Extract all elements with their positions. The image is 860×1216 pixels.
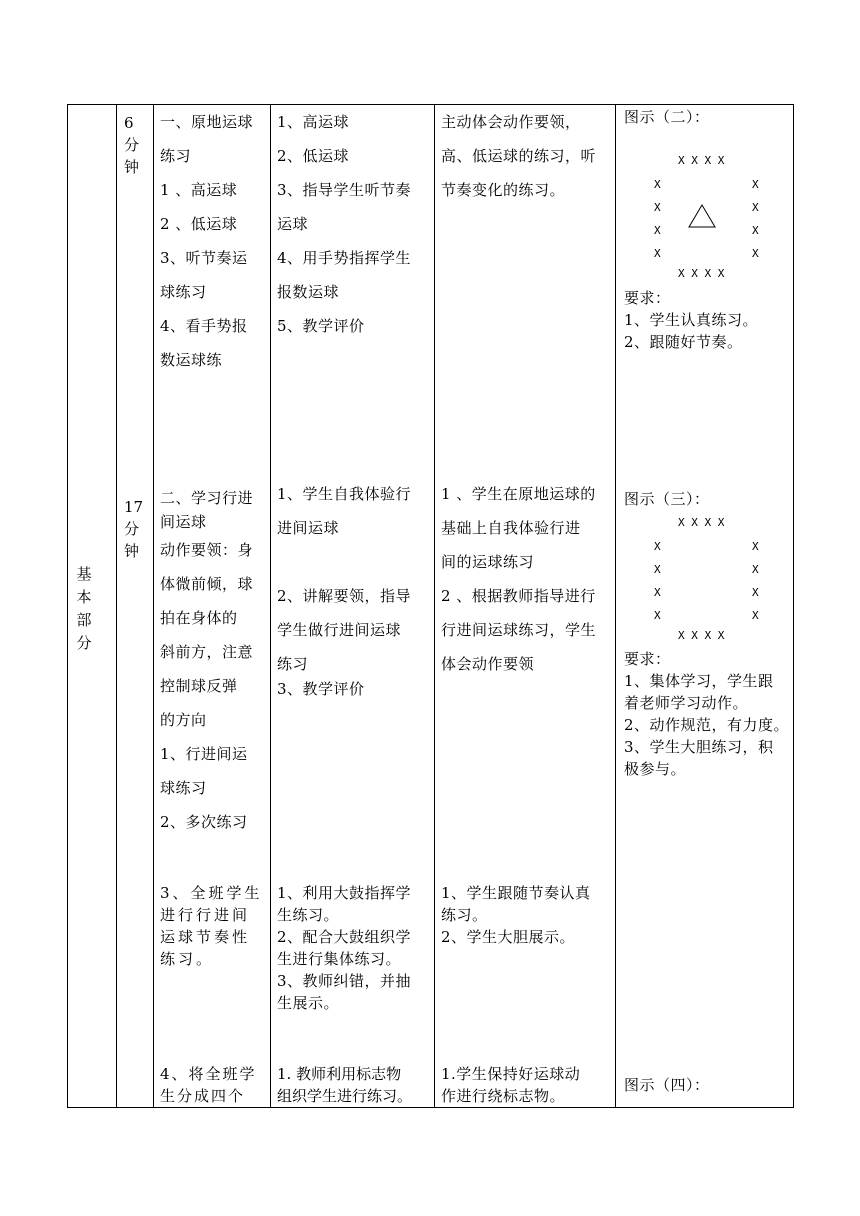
student-line: 2 、根据教师指导进行 xyxy=(441,587,596,605)
teacher-line: 2、配合大鼓组织学 xyxy=(277,928,412,946)
formation-row-top: X X X X xyxy=(678,516,725,529)
formation-right-mark: X xyxy=(752,247,759,260)
col-divider-4 xyxy=(434,104,435,1108)
teacher-line: 3、教师纠错，并抽 xyxy=(277,972,412,990)
teacher-line: 组织学生进行练习。 xyxy=(277,1087,413,1105)
row-4-teacher xyxy=(277,1063,433,1107)
student-line: 间的运球练习 xyxy=(441,553,535,571)
student-line: 1、学生跟随节奏认真 xyxy=(441,884,591,902)
content-line: 控制球反弹 xyxy=(160,677,238,695)
requirements xyxy=(624,287,790,353)
teacher-line: 4、用手势指挥学生 xyxy=(277,249,412,267)
teacher-line: 运球 xyxy=(277,215,309,233)
formation-left-mark: X xyxy=(654,201,661,214)
col-divider-2 xyxy=(153,104,154,1108)
content-line: 练习 xyxy=(160,147,192,165)
requirements-label: 要求： xyxy=(624,289,671,307)
table-border-left xyxy=(67,104,68,1108)
content-line: 3、听节奏运 xyxy=(160,249,248,267)
content-line: 运球节奏性 xyxy=(160,928,251,946)
content-line: 间运球 xyxy=(160,513,207,531)
row-2-content xyxy=(160,487,266,839)
time-text: 分 xyxy=(124,136,140,154)
teacher-line: 2、讲解要领，指导 xyxy=(277,587,412,605)
student-line: 练习。 xyxy=(441,906,488,924)
student-line: 1.学生保持好运球动 xyxy=(441,1065,581,1083)
row-2-student xyxy=(441,477,613,681)
time-text: 钟 xyxy=(124,158,140,176)
formation-left-mark: X xyxy=(654,247,661,260)
formation-right-mark: X xyxy=(752,540,759,553)
student-line: 节奏变化的练习。 xyxy=(441,181,566,199)
teacher-line: 生展示。 xyxy=(277,994,340,1012)
table-border-right xyxy=(793,104,794,1108)
formation-left-mark: X xyxy=(654,609,661,622)
time-text: 分 xyxy=(124,520,140,538)
requirement-item: 3、学生大胆练习，积 xyxy=(624,738,774,756)
formation-diagram xyxy=(624,512,784,647)
content-line: 拍在身体的 xyxy=(160,609,238,627)
row-1-teacher xyxy=(277,105,431,343)
row-1-student xyxy=(441,105,613,207)
formation-right-mark: X xyxy=(752,609,759,622)
teacher-line: 1、高运球 xyxy=(277,113,350,131)
teacher-line: 3、教学评价 xyxy=(277,680,365,698)
time-text: 6 xyxy=(124,114,134,132)
col-divider-3 xyxy=(270,104,271,1108)
time-text: 17 xyxy=(124,498,144,516)
formation-right-mark: X xyxy=(752,563,759,576)
content-line: 2、多次练习 xyxy=(160,813,248,831)
formation-left-mark: X xyxy=(654,586,661,599)
teacher-line: 进间运球 xyxy=(277,519,340,537)
col-divider-5 xyxy=(615,104,616,1108)
content-line: 4、将全班学 xyxy=(160,1065,257,1083)
formation-row-bottom: X X X X xyxy=(678,267,725,280)
teacher-line: 学生做行进间运球 xyxy=(277,621,402,639)
formation-left-mark: X xyxy=(654,224,661,237)
row-4-content xyxy=(160,1063,266,1107)
section-label-char: 本 xyxy=(76,588,92,606)
content-line: 的方向 xyxy=(160,711,207,729)
student-line: 基础上自我体验行进 xyxy=(441,519,581,537)
requirement-item: 1、学生认真练习。 xyxy=(624,311,759,329)
row-4-student xyxy=(441,1063,613,1107)
col-divider-1 xyxy=(116,104,117,1108)
teacher-line: 3、指导学生听节奏 xyxy=(277,181,412,199)
student-line: 主动体会动作要领， xyxy=(441,113,581,131)
content-line: 球练习 xyxy=(160,779,207,797)
content-line: 生分成四个 xyxy=(160,1087,246,1105)
requirement-item: 着老师学习动作。 xyxy=(624,694,749,712)
section-label-char: 基 xyxy=(76,565,92,583)
formation-left-mark: X xyxy=(654,563,661,576)
content-line: 动作要领：身 xyxy=(160,541,254,559)
requirements xyxy=(624,648,790,780)
formation-left-mark: X xyxy=(654,540,661,553)
requirement-item: 2、跟随好节奏。 xyxy=(624,333,743,351)
content-line: 练习。 xyxy=(160,950,215,968)
row-2-teacher xyxy=(277,477,431,700)
student-line: 作进行绕标志物。 xyxy=(441,1087,566,1105)
formation-right-mark: X xyxy=(752,586,759,599)
student-line: 1 、学生在原地运球的 xyxy=(441,485,596,503)
content-line: 斜前方，注意 xyxy=(160,643,254,661)
content-line: 进行行进间 xyxy=(160,906,251,924)
teacher-line: 1. 教师利用标志物 xyxy=(277,1065,402,1083)
student-line: 行进间运球练习，学生 xyxy=(441,621,597,639)
table-border-bottom xyxy=(67,1107,794,1108)
formation-row-bottom: X X X X xyxy=(678,629,725,642)
row-3-content xyxy=(160,882,266,970)
formation-left-mark: X xyxy=(654,178,661,191)
teacher-line: 生练习。 xyxy=(277,906,340,924)
row-4-diagram-title: 图示（四）： xyxy=(624,1076,710,1094)
teacher-line: 生进行集体练习。 xyxy=(277,950,402,968)
teacher-line: 1、利用大鼓指挥学 xyxy=(277,884,412,902)
requirement-item: 2、动作规范，有力度。 xyxy=(624,716,790,734)
row-3-student xyxy=(441,882,613,948)
content-line: 一、原地运球 xyxy=(160,113,254,131)
formation-row-top: X X X X xyxy=(678,154,725,167)
requirement-item: 极参与。 xyxy=(624,760,687,778)
requirements-label: 要求： xyxy=(624,650,671,668)
formation-right-mark: X xyxy=(752,224,759,237)
student-line: 体会动作要领 xyxy=(441,655,535,673)
teacher-line: 1、学生自我体验行 xyxy=(277,485,412,503)
teacher-line: 2、低运球 xyxy=(277,147,350,165)
formation-right-mark: X xyxy=(752,178,759,191)
section-label-char: 分 xyxy=(76,634,92,652)
formation-diagram xyxy=(624,150,784,285)
teacher-line: 报数运球 xyxy=(277,283,340,301)
content-line: 数运球练 xyxy=(160,351,223,369)
requirement-item: 1、集体学习，学生跟 xyxy=(624,672,774,690)
content-line: 1 、高运球 xyxy=(160,181,238,199)
row-1-content xyxy=(160,105,266,377)
time-text: 钟 xyxy=(124,542,140,560)
student-line: 高、低运球的练习，听 xyxy=(441,147,597,165)
teacher-line: 5、教学评价 xyxy=(277,317,365,335)
row-3-teacher xyxy=(277,882,431,1014)
formation-right-mark: X xyxy=(752,201,759,214)
content-line: 球练习 xyxy=(160,283,207,301)
diagram-title: 图示（三）： xyxy=(624,490,710,508)
diagram-title: 图示（二）： xyxy=(624,108,710,126)
content-line: 1、行进间运 xyxy=(160,745,248,763)
content-line: 体微前倾，球 xyxy=(160,575,254,593)
section-label-char: 部 xyxy=(76,611,92,629)
content-line: 3、全班学生 xyxy=(160,884,263,902)
teacher-line: 练习 xyxy=(277,655,309,673)
content-line: 4、看手势报 xyxy=(160,317,248,335)
content-line: 二、学习行进 xyxy=(160,489,254,507)
teacher-triangle-icon xyxy=(687,203,717,229)
content-line: 2 、低运球 xyxy=(160,215,238,233)
student-line: 2、学生大胆展示。 xyxy=(441,928,576,946)
